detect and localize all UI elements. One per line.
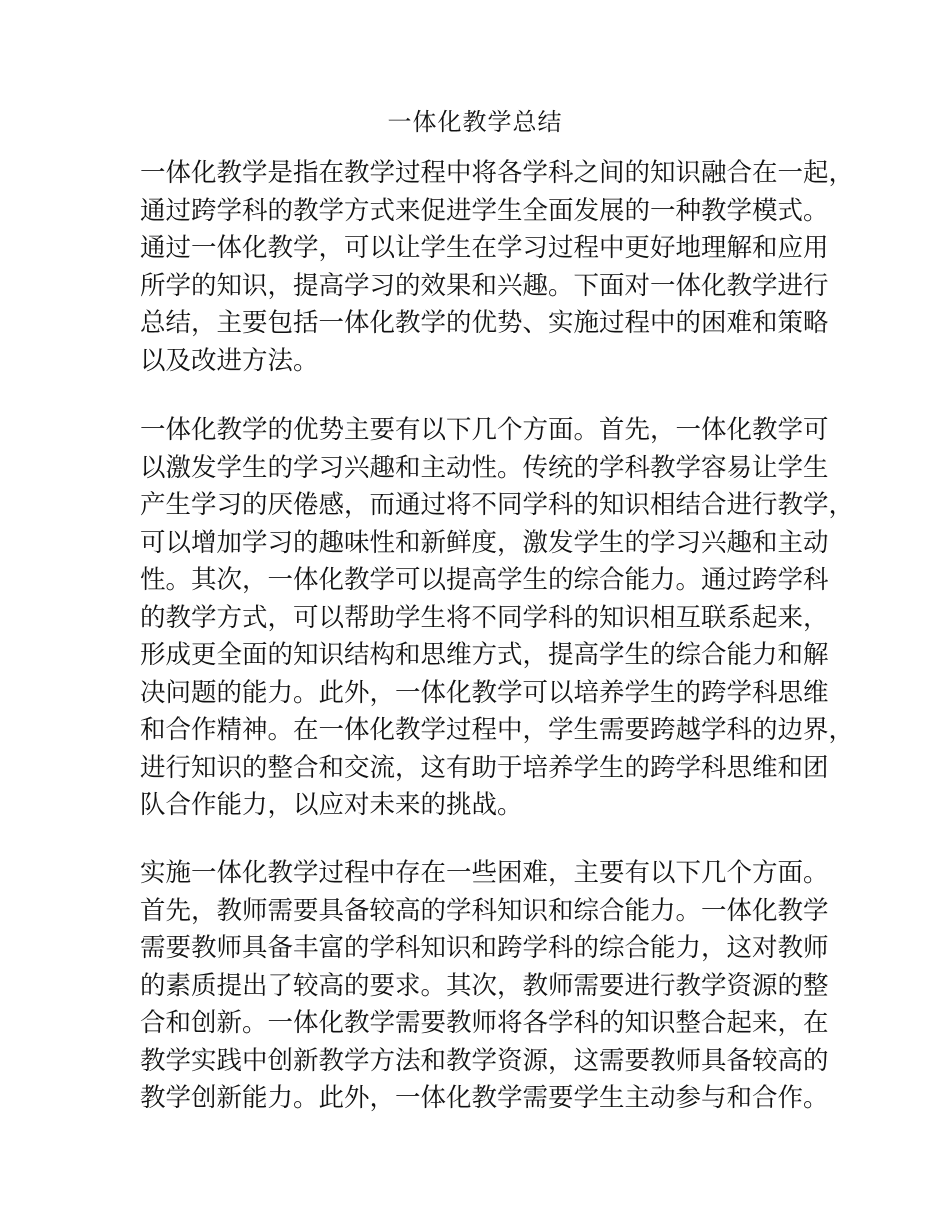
- paragraph-difficulties: [140, 855, 840, 1118]
- paragraph-intro: [140, 155, 855, 380]
- text-line: 的素质提出了较高的要求。其次，教师需要进行教学资源的整: [140, 970, 829, 1001]
- text-line: 决问题的能力。此外，一体化教学可以培养学生的跨学科思维: [140, 677, 829, 708]
- text-line: 需要教师具备丰富的学科知识和跨学科的综合能力，这对教师: [140, 933, 829, 963]
- text-line: 和合作精神。在一体化教学过程中，学生需要跨越学科的边界，: [140, 715, 855, 745]
- text-line: 教学实践中创新教学方法和教学资源，这需要教师具备较高的: [140, 1045, 829, 1076]
- text-line: 所学的知识，提高学习的效果和兴趣。下面对一体化教学进行: [140, 270, 829, 301]
- text-line: 产生学习的厌倦感，而通过将不同学科的知识相结合进行教学，: [140, 490, 855, 520]
- text-line: 一体化教学是指在教学过程中将各学科之间的知识融合在一起，: [140, 158, 855, 188]
- text-line: 总结，主要包括一体化教学的优势、实施过程中的困难和策略: [140, 308, 829, 338]
- text-line: 通过跨学科的教学方式来促进学生全面发展的一种教学模式。: [140, 195, 829, 226]
- text-line: 首先，教师需要具备较高的学科知识和综合能力。一体化教学: [140, 895, 829, 926]
- text-line: 形成更全面的知识结构和思维方式，提高学生的综合能力和解: [140, 640, 829, 670]
- text-line: 进行知识的整合和交流，这有助于培养学生的跨学科思维和团: [140, 752, 829, 783]
- text-line: 通过一体化教学，可以让学生在学习过程中更好地理解和应用: [140, 233, 829, 263]
- text-line: 教学创新能力。此外，一体化教学需要学生主动参与和合作。: [140, 1083, 829, 1113]
- text-line: 合和创新。一体化教学需要教师将各学科的知识整合起来，在: [140, 1008, 829, 1038]
- text-line: 可以增加学习的趣味性和新鲜度，激发学生的学习兴趣和主动: [140, 527, 829, 558]
- text-line: 以及改进方法。: [140, 345, 319, 376]
- text-line: 实施一体化教学过程中存在一些困难，主要有以下几个方面。: [140, 858, 829, 888]
- document-title: 一体化教学总结: [387, 108, 563, 136]
- text-line: 的教学方式，可以帮助学生将不同学科的知识相互联系起来，: [140, 602, 829, 633]
- paragraph-advantages: [140, 412, 855, 825]
- text-line: 队合作能力，以应对未来的挑战。: [140, 790, 523, 820]
- text-line: 性。其次，一体化教学可以提高学生的综合能力。通过跨学科: [140, 565, 829, 595]
- text-line: 一体化教学的优势主要有以下几个方面。首先，一体化教学可: [140, 415, 829, 445]
- text-line: 以激发学生的学习兴趣和主动性。传统的学科教学容易让学生: [140, 452, 829, 483]
